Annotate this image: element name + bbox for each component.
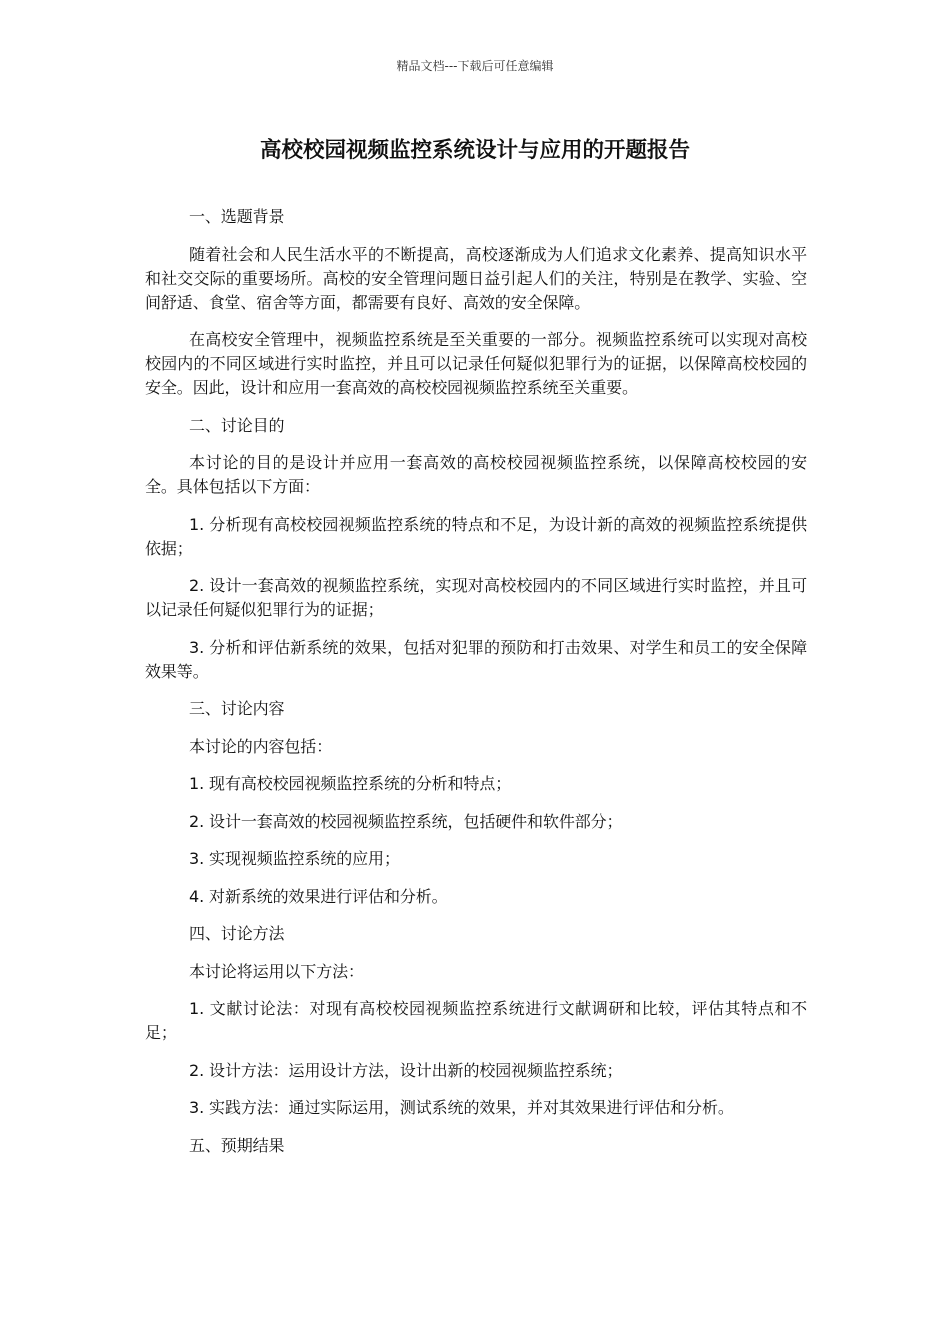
list-item: 1. 现有高校校园视频监控系统的分析和特点；: [189, 774, 512, 793]
section-heading-purpose: 二、讨论目的: [189, 415, 285, 435]
section-heading-method: 四、讨论方法: [189, 924, 285, 943]
list-item: 2. 设计一套高效的校园视频监控系统，包括硬件和软件部分；: [189, 811, 623, 831]
paragraph: 在高校安全管理中，视频监控系统是至关重要的一部分。视频监控系统可以实现对高校校园内的不同区域进行实时监控，并且可以记录任何疑似犯罪行为的证据，以保障高校校园的安全。因此，设计和应用一套高效的高校校园视频监控系统至关重要。: [145, 330, 807, 397]
list-item: 2. 设计方法：运用设计方法，设计出新的校园视频监控系统；: [189, 1060, 623, 1080]
list-item: 3. 实践方法：通过实际运用，测试系统的效果，并对其效果进行评估和分析。: [189, 1098, 734, 1117]
list-item: 1. 文献讨论法：对现有高校校园视频监控系统进行文献调研和比较，评估其特点和不足；: [145, 999, 807, 1042]
paragraph: 本讨论的目的是设计并应用一套高效的高校校园视频监控系统，以保障高校校园的安全。具体包括以下方面：: [145, 453, 807, 496]
document-title: 高校校园视频监控系统设计与应用的开题报告: [259, 138, 690, 163]
document-body: [145, 205, 807, 1171]
list-item: 3. 分析和评估新系统的效果，包括对犯罪的预防和打击效果、对学生和员工的安全保障效果等。: [145, 637, 807, 681]
list-item: 1. 分析现有高校校园视频监控系统的特点和不足，为设计新的高效的视频监控系统提供依据；: [145, 514, 807, 558]
list-item: 3. 实现视频监控系统的应用；: [189, 849, 400, 868]
list-item: 2. 设计一套高效的视频监控系统，实现对高校校园内的不同区域进行实时监控，并且可以记录任何疑似犯罪行为的证据；: [145, 576, 807, 619]
page-header: 精品文档---下载后可任意编辑: [396, 59, 554, 73]
paragraph: 本讨论的内容包括：: [189, 736, 333, 756]
section-heading-content: 三、讨论内容: [189, 699, 285, 718]
section-heading-results: 五、预期结果: [189, 1135, 285, 1155]
paragraph: 本讨论将运用以下方法：: [189, 961, 364, 981]
list-item: 4. 对新系统的效果进行评估和分析。: [189, 886, 448, 906]
paragraph: 随着社会和人民生活水平的不断提高，高校逐渐成为人们追求文化素养、提高知识水平和社交交际的重要场所。高校的安全管理问题日益引起人们的关注，特别是在教学、实验、空间舒适、食堂、宿舍等方面，都需要有良好、高效的安全保障。: [145, 244, 807, 312]
section-heading-background: 一、选题背景: [189, 207, 285, 226]
